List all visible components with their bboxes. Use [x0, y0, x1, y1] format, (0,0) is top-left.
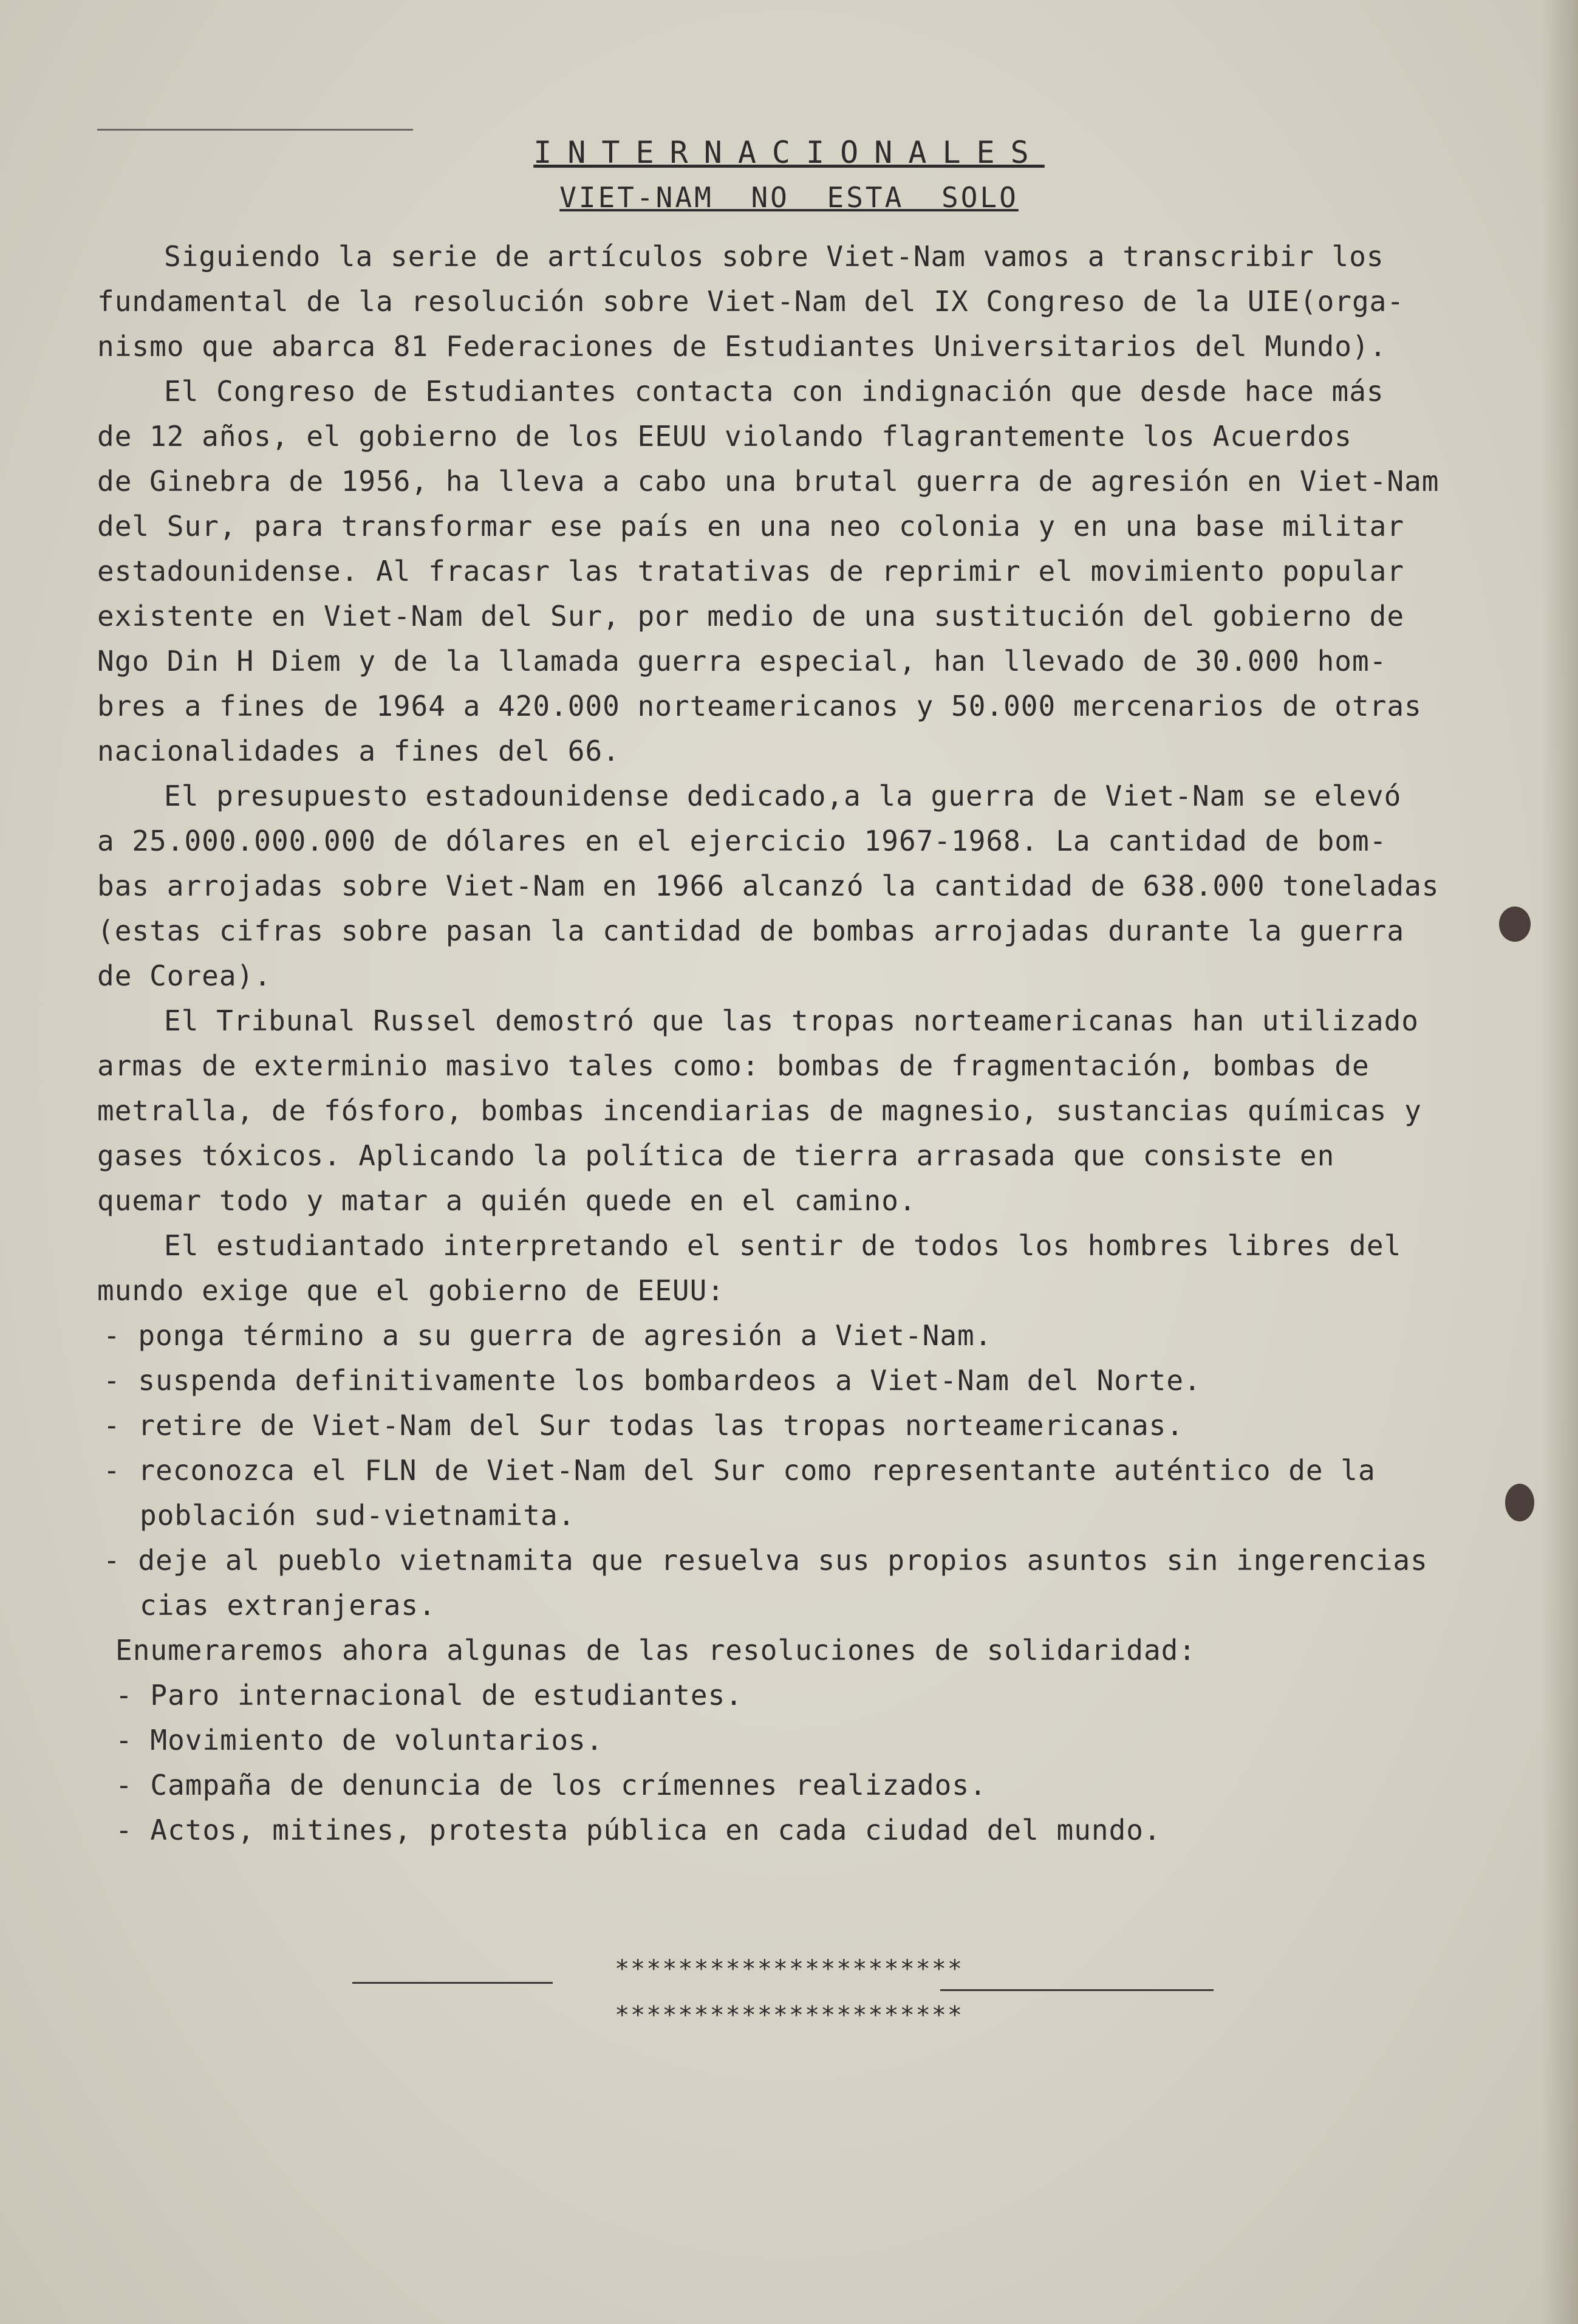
footer-stars-bottom: ********************** — [615, 2001, 963, 2029]
text-line: del Sur, para transformar ese país en una neo colonia y en una base militar — [97, 510, 1405, 543]
text-line: (estas cifras sobre pasan la cantidad de bombas arrojadas durante la guerra — [97, 914, 1405, 947]
list-item: - ponga término a su guerra de agresión a Viet-Nam. — [103, 1319, 992, 1352]
text-line: nismo que abarca 81 Federaciones de Estudiantes Universitarios del Mundo). — [97, 330, 1387, 363]
text-line: mundo exige que el gobierno de EEUU: — [97, 1274, 725, 1307]
text-line: El presupuesto estadounidense dedicado,a la guerra de Viet-Nam se elevó — [164, 780, 1402, 812]
text-line: cias extranjeras. — [140, 1589, 436, 1622]
list-item: - suspenda definitivamente los bombardeos a Viet-Nam del Norte. — [103, 1364, 1201, 1397]
list-item: - retire de Viet-Nam del Sur todas las tropas norteamericanas. — [103, 1409, 1184, 1442]
text-line: El estudiantado interpretando el sentir de todos los hombres libres del — [164, 1229, 1402, 1262]
ink-spot — [1499, 907, 1531, 942]
text-line: El Congreso de Estudiantes contacta con indignación que desde hace más — [164, 375, 1384, 408]
text-line: de 12 años, el gobierno de los EEUU violando flagrantemente los Acuerdos — [97, 420, 1352, 453]
text-line: fundamental de la resolución sobre Viet-Nam del IX Congreso de la UIE(orga- — [97, 285, 1405, 318]
list-item: - Paro internacional de estudiantes. — [115, 1679, 743, 1712]
body-text — [97, 234, 1512, 1853]
text-line: Siguiendo la serie de artículos sobre Viet-Nam vamos a transcribir los — [164, 240, 1384, 273]
text-line: población sud-vietnamita. — [140, 1499, 576, 1532]
page-title: INTERNACIONALES — [533, 135, 1045, 170]
text-line: metralla, de fósforo, bombas incendiarias de magnesio, sustancias químicas y — [97, 1094, 1422, 1127]
text-line: El Tribunal Russel demostró que las tropas norteamericanas han utilizado — [164, 1004, 1419, 1037]
text-line: de Corea). — [97, 959, 272, 992]
text-line: bas arrojadas sobre Viet-Nam en 1966 alcanzó la cantidad de 638.000 toneladas — [97, 869, 1440, 902]
list-item: - Actos, mitines, protesta pública en cada ciudad del mundo. — [115, 1814, 1161, 1846]
list-item: - Campaña de denuncia de los crímennes realizados. — [115, 1769, 987, 1801]
list-item: - reconozca el FLN de Viet-Nam del Sur como representante auténtico de la — [103, 1454, 1376, 1487]
text-line: Enumeraremos ahora algunas de las resoluciones de solidaridad: — [115, 1634, 1197, 1667]
text-line: a 25.000.000.000 de dólares en el ejercicio 1967-1968. La cantidad de bom- — [97, 824, 1387, 857]
text-line: existente en Viet-Nam del Sur, por medio de una sustitución del gobierno de — [97, 600, 1405, 632]
list-item: - Movimiento de voluntarios. — [115, 1724, 604, 1757]
footer-rule-right — [940, 1989, 1214, 1991]
text-line: de Ginebra de 1956, ha lleva a cabo una brutal guerra de agresión en Viet-Nam — [97, 465, 1440, 498]
text-line: gases tóxicos. Aplicando la política de tierra arrasada que consiste en — [97, 1139, 1335, 1172]
text-line: armas de exterminio masivo tales como: bombas de fragmentación, bombas de — [97, 1049, 1370, 1082]
footer-stars-top: ********************** — [615, 1955, 963, 1983]
ink-spot — [1505, 1484, 1534, 1521]
text-line: estadounidense. Al fracasr las tratativas de reprimir el movimiento popular — [97, 555, 1405, 588]
text-line: nacionalidades a fines del 66. — [97, 735, 620, 767]
list-item: - deje al pueblo vietnamita que resuelva sus propios asuntos sin ingerencias — [103, 1544, 1428, 1577]
text-line: quemar todo y matar a quién quede en el camino. — [97, 1184, 917, 1217]
top-left-dash-line — [97, 129, 413, 131]
text-line: bres a fines de 1964 a 420.000 norteamericanos y 50.000 mercenarios de otras — [97, 690, 1422, 722]
text-line: Ngo Din H Diem y de la llamada guerra especial, han llevado de 30.000 hom- — [97, 645, 1387, 677]
page-subtitle: VIET-NAM NO ESTA SOLO — [559, 181, 1019, 214]
